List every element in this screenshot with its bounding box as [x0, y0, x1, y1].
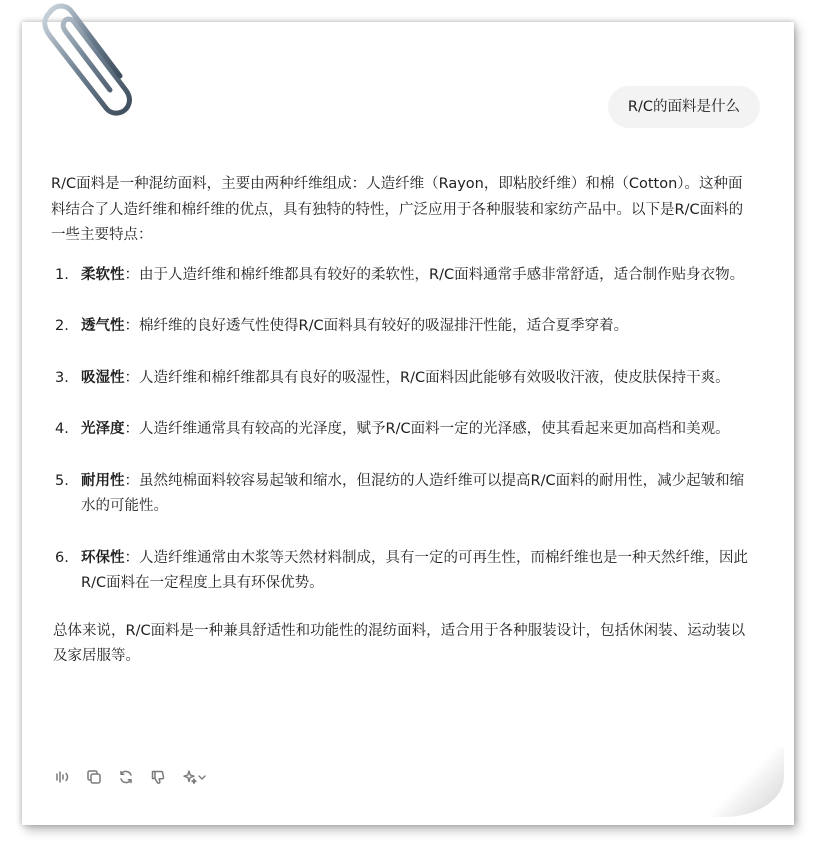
user-message-text: R/C的面料是什么	[627, 99, 740, 115]
read-aloud-icon	[54, 769, 70, 785]
list-item-number: 3.	[55, 369, 69, 386]
message-actions-toolbar	[53, 768, 209, 786]
list-item-title: 光泽度	[81, 421, 125, 437]
copy-button[interactable]	[85, 768, 103, 786]
list-item-text: 棉纤维的良好透气性使得R/C面料具有较好的吸湿排汗性能，适合夏季穿着。	[139, 318, 629, 334]
thumbs-down-button[interactable]	[149, 768, 167, 786]
read-aloud-button[interactable]	[53, 768, 71, 786]
list-item-number: 6.	[55, 549, 69, 566]
list-item-text: 虽然纯棉面料较容易起皱和缩水，但混纺的人造纤维可以提高R/C面料的耐用性，减少起皱和缩水的可能性。	[81, 472, 745, 514]
list-item-separator: ：	[124, 472, 139, 489]
list-item-title: 吸湿性	[81, 369, 125, 386]
list-item-number: 1.	[55, 266, 69, 283]
answer-intro: R/C面料是一种混纺面料，主要由两种纤维组成：人造纤维（Rayon，即粘胶纤维）和棉（Cotton）。这种面料结合了人造纤维和棉纤维的优点，具有独特的特性，广泛应用于各种服装和家纺产品中。以下是R/C面料的一些主要特点：	[51, 176, 744, 243]
list-item-number: 2.	[55, 318, 69, 334]
list-item-title: 柔软性	[81, 266, 125, 283]
list-item-text: 人造纤维通常具有较高的光泽度，赋予R/C面料一定的光泽感，使其看起来更加高档和美观。	[139, 421, 730, 437]
regenerate-button[interactable]	[117, 768, 135, 786]
list-item-separator: ：	[124, 318, 139, 334]
model-switch-icon	[182, 769, 208, 785]
list-item-title: 透气性	[81, 318, 125, 334]
list-item	[53, 263, 753, 289]
thumbs-down-icon	[150, 769, 166, 785]
user-message-bubble	[608, 86, 760, 128]
list-item-text: 人造纤维和棉纤维都具有良好的吸湿性，R/C面料因此能够有效吸收汗液，使皮肤保持干爽。	[139, 369, 730, 386]
chat-card	[22, 22, 794, 825]
list-item-separator: ：	[124, 266, 139, 283]
list-item	[53, 366, 753, 392]
list-item	[53, 546, 753, 597]
copy-icon	[86, 769, 102, 785]
page-curl-shadow	[694, 747, 784, 817]
list-item	[53, 417, 753, 443]
answer-summary: 总体来说，R/C面料是一种兼具舒适性和功能性的混纺面料，适合用于各种服装设计，包括休闲装、运动装以及家居服等。	[53, 622, 746, 664]
list-item-separator: ：	[124, 421, 139, 437]
list-item-number: 4.	[55, 421, 69, 437]
list-item-title: 耐用性	[81, 472, 125, 489]
list-item	[53, 314, 753, 340]
list-item-text: 由于人造纤维和棉纤维都具有较好的柔软性，R/C面料通常手感非常舒适，适合制作贴身衣物。	[139, 266, 745, 283]
list-item-title: 环保性	[81, 549, 125, 566]
model-switch-button[interactable]	[181, 768, 209, 786]
list-item	[53, 469, 753, 520]
list-item-separator: ：	[124, 549, 139, 566]
list-item-text: 人造纤维通常由木浆等天然材料制成，具有一定的可再生性，而棉纤维也是一种天然纤维，因此R/C面料在一定程度上具有环保优势。	[81, 549, 748, 591]
list-item-number: 5.	[55, 472, 69, 489]
list-item-separator: ：	[124, 369, 139, 386]
regenerate-icon	[118, 769, 134, 785]
assistant-answer	[53, 172, 753, 670]
paperclip-icon	[36, 0, 136, 120]
feature-list	[53, 263, 753, 597]
